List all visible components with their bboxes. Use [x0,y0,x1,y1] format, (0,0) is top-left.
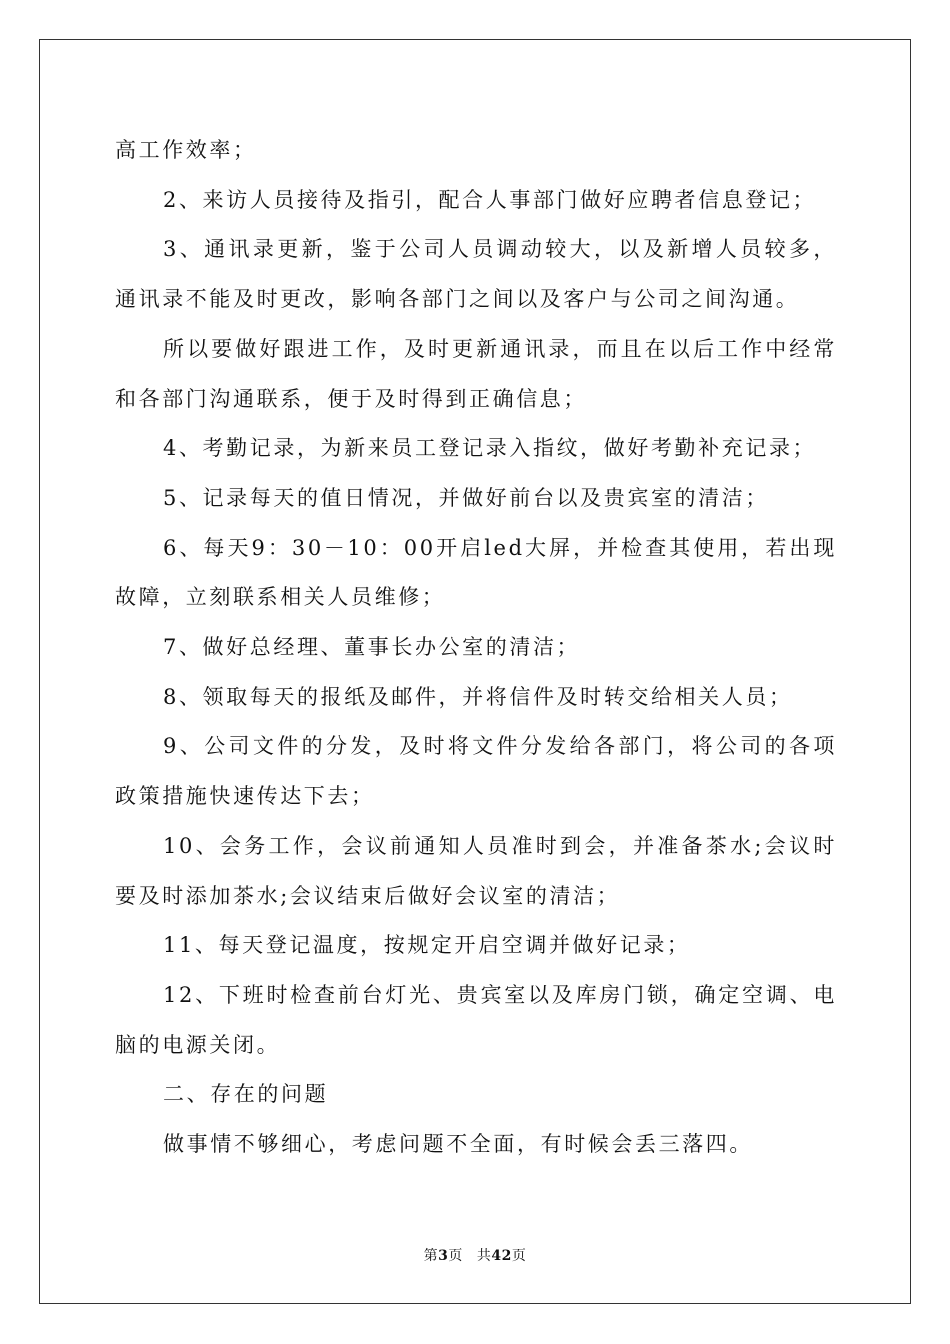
paragraph: 高工作效率； [115,138,257,162]
footer-page-number: 3 [438,1248,449,1264]
footer-total-suffix: 页 [511,1248,527,1264]
paragraph: 3、通讯录更新，鉴于公司人员调动较大，以及新增人员较多，通讯录不能及时更改，影响各部门之间以及客户与公司之间沟通。 [115,237,837,312]
paragraph: 8、领取每天的报纸及邮件，并将信件及时转交给相关人员； [163,684,793,709]
paragraph: 5、记录每天的值日情况，并做好前台以及贵宾室的清洁； [163,485,769,510]
document-body [115,126,837,1170]
paragraph: 2、来访人员接待及指引，配合人事部门做好应聘者信息登记； [163,187,817,212]
paragraph: 9、公司文件的分发，及时将文件分发给各部门，将公司的各项政策措施快速传达下去； [115,734,837,809]
paragraph: 6、每天9：30－10：00开启led大屏，并检查其使用，若出现故障，立刻联系相关人员维修； [115,535,837,610]
paragraph: 10、会务工作，会议前通知人员准时到会，并准备茶水;会议时要及时添加茶水;会议结束后做好会议室的清洁； [115,833,837,908]
paragraph: 4、考勤记录，为新来员工登记录入指纹，做好考勤补充记录； [163,436,817,461]
paragraph: 7、做好总经理、董事长办公室的清洁； [163,635,581,660]
page-footer [0,1245,950,1265]
paragraph: 11、每天登记温度，按规定开启空调并做好记录； [163,933,691,958]
paragraph: 做事情不够细心，考虑问题不全面，有时候会丢三落四。 [163,1132,753,1157]
paragraph: 12、下班时检查前台灯光、贵宾室以及库房门锁，确定空调、电脑的电源关闭。 [115,982,837,1057]
footer-page-prefix: 第 [423,1248,439,1264]
footer-total-pages: 42 [491,1248,512,1264]
paragraph: 所以要做好跟进工作，及时更新通讯录，而且在以后工作中经常和各部门沟通联系，便于及时得到正确信息； [115,336,837,411]
paragraph: 二、存在的问题 [163,1082,329,1107]
footer-page-suffix: 页 [448,1248,463,1264]
footer-total-prefix: 共 [476,1248,492,1264]
